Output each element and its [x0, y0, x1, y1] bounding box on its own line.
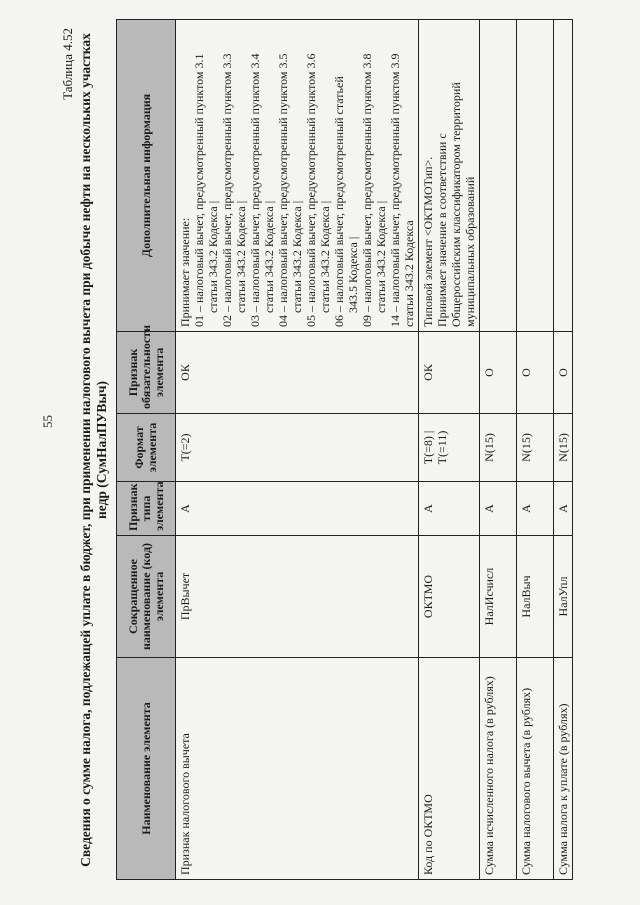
- column-header: Наименование элемента: [117, 658, 176, 880]
- element-type: А: [554, 482, 573, 536]
- element-required: ОК: [419, 332, 480, 414]
- element-info: [554, 20, 573, 332]
- info-line: 05 – налоговый вычет, предусмотренный пунктом 3.6: [304, 53, 318, 327]
- info-line: статьи 343.2 Кодекса |: [206, 200, 220, 313]
- info-line: статьи 343.2 Кодекса: [402, 220, 416, 327]
- column-header: Признак обязательности элемента: [117, 332, 176, 414]
- info-line: статьи 343.2 Кодекса |: [318, 200, 332, 313]
- element-info: [419, 20, 480, 332]
- info-line: 06 – налоговый вычет, предусмотренный статьей: [332, 76, 346, 327]
- table-row: [480, 20, 517, 880]
- element-required: О: [554, 332, 573, 414]
- element-type: А: [480, 482, 517, 536]
- info-line: 343.5 Кодекса |: [346, 236, 360, 313]
- element-name: Признак налогового вычета: [176, 658, 419, 880]
- elements-table: [116, 19, 573, 880]
- element-name: Сумма налога к уплате (в рублях): [554, 658, 573, 880]
- table-row: [419, 20, 480, 880]
- info-line: муниципальных образований: [463, 176, 477, 327]
- table-row: [554, 20, 573, 880]
- table-caption: Таблица 4.52: [60, 28, 75, 100]
- element-type: А: [517, 482, 554, 536]
- document-title: Сведения о сумме налога, подлежащей уплате в бюджет, при применении налогового вычета при добыче нефти на нескольких участках недр (СумНалПУВыч): [78, 33, 109, 867]
- element-code: НалУпл: [554, 536, 573, 658]
- element-required: ОК: [176, 332, 419, 414]
- element-code: ОКТМО: [419, 536, 480, 658]
- column-header: Дополнительная информация: [117, 20, 176, 332]
- info-line: 14 – налоговый вычет, предусмотренный пунктом 3.9: [388, 53, 402, 327]
- element-required: О: [480, 332, 517, 414]
- table-header-row: [117, 20, 176, 880]
- info-line: 09 – налоговый вычет, предусмотренный пунктом 3.8: [360, 53, 374, 327]
- element-format: T(=2): [176, 414, 419, 482]
- element-code: НалВыч: [517, 536, 554, 658]
- element-name: Сумма налогового вычета (в рублях): [517, 658, 554, 880]
- table-row: [176, 20, 419, 880]
- table-row: [517, 20, 554, 880]
- element-format: N(15): [480, 414, 517, 482]
- column-header: Сокращенное наименование (код) элемента: [117, 536, 176, 658]
- element-type: А: [419, 482, 480, 536]
- info-line: Типовой элемент <ОКТМОТип>.: [421, 156, 435, 327]
- info-line: статьи 343.2 Кодекса |: [290, 200, 304, 313]
- info-line: 03 – налоговый вычет, предусмотренный пунктом 3.4: [248, 53, 262, 327]
- element-format: N(15): [554, 414, 573, 482]
- element-code: ПрВычет: [176, 536, 419, 658]
- info-line: 01 – налоговый вычет, предусмотренный пунктом 3.1: [192, 53, 206, 327]
- element-name: Код по ОКТМО: [419, 658, 480, 880]
- info-line: Общероссийским классификатором территорий: [449, 82, 463, 327]
- page-number: 55: [40, 415, 55, 428]
- element-type: А: [176, 482, 419, 536]
- column-header: Формат элемента: [117, 414, 176, 482]
- element-code: НалИсчисл: [480, 536, 517, 658]
- info-line: статьи 343.2 Кодекса |: [262, 200, 276, 313]
- info-line: статьи 343.2 Кодекса |: [234, 200, 248, 313]
- element-info: [517, 20, 554, 332]
- info-line: 02 – налоговый вычет, предусмотренный пунктом 3.3: [220, 53, 234, 327]
- document-page: [60, 20, 630, 880]
- element-required: О: [517, 332, 554, 414]
- element-info: [176, 20, 419, 332]
- info-line: Принимает значение в соответствии с: [435, 133, 449, 327]
- element-name: Сумма исчисленного налога (в рублях): [480, 658, 517, 880]
- info-line: 04 – налоговый вычет, предусмотренный пунктом 3.5: [276, 53, 290, 327]
- column-header: Признак типа элемента: [117, 482, 176, 536]
- info-line: статьи 343.2 Кодекса |: [374, 200, 388, 313]
- element-format: N(15): [517, 414, 554, 482]
- info-line: Принимает значение:: [178, 217, 192, 327]
- element-format: T(=8) | T(=11): [419, 414, 480, 482]
- element-info: [480, 20, 517, 332]
